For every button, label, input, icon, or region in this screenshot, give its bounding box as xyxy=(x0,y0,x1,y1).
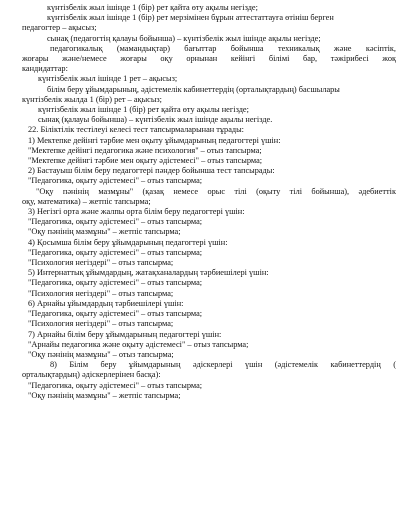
text-line: 8) Білім беру ұйымдарының әдіскерлері үшін (әдістемелік кабинеттердің ( xyxy=(50,360,396,370)
text-line: жоғары және/немесе жоғары оқу орнынан кейінгі білімі бар, тәжірибесі жоқ xyxy=(22,54,396,64)
text-line: "Психология негіздері" – отыз тапсырма; xyxy=(28,288,174,298)
text-line: сынақ (педагогтің қалауы бойынша) – күнтізбелік жыл ішінде ақылы негізде; xyxy=(47,33,321,43)
text-line: күнтізбелік жыл ішінде 1 (бір) рет қайта өту ақылы негізде; xyxy=(47,3,258,12)
text-line: 22. Біліктілік тестілеуі келесі тест тапсырмаларынан тұрады: xyxy=(28,125,244,135)
text-line: сынақ (қалауы бойынша) – күнтізбелік жыл ішінде ақылы негізде. xyxy=(38,115,273,125)
text-line: "Мектепке дейінгі педагогика және психология" – отыз тапсырма; xyxy=(28,145,262,155)
text-line: "Педагогика, оқыту әдістемесі" – отыз тапсырма; xyxy=(28,278,203,288)
text-line: "Психология негіздері" – отыз тапсырма; xyxy=(28,258,174,268)
text-line: күнтізбелік жыл ішінде 1 (бір) рет мерзімінен бұрын аттестаттауға өтініш берген xyxy=(47,13,334,23)
text-line: "Оқу пәнінің мазмұны" – жетпіс тапсырма; xyxy=(28,390,181,400)
text-line: 3) Негізгі орта және жалпы орта білім беру педагогтері үшін: xyxy=(28,207,245,217)
text-line: орталықтардың) әдіскерлерінен басқа): xyxy=(22,370,161,380)
text-line: педагогтер – ақысыз; xyxy=(22,23,97,33)
text-line: 6) Арнайы ұйымдардың тәрбиешілері үшін: xyxy=(28,298,184,308)
text-line: "Педагогика, оқыту әдістемесі" – отыз тапсырма; xyxy=(28,380,203,390)
text-line: күнтізбелік жыл ішінде 1 рет – ақысыз; xyxy=(38,74,178,84)
text-line: "Педагогика, оқыту әдістемесі" – отыз тапсырма; xyxy=(28,247,203,257)
text-line: "Психология негіздері" – отыз тапсырма; xyxy=(28,319,174,329)
text-line: 4) Қосымша білім беру ұйымдарының педагогтері үшін: xyxy=(28,237,228,247)
text-line: 7) Арнайы білім беру ұйымдарының педагогтері үшін: xyxy=(28,329,222,339)
text-line: "Педагогика, оқыту әдістемесі" – отыз тапсырма; xyxy=(28,176,203,186)
text-line: "Оқу пәнінің мазмұны" – жетпіс тапсырма; xyxy=(28,227,181,237)
text-line: педагогикалық (мамандықтар) бағыттар бойынша техникалық және кәсіптік, xyxy=(50,43,396,53)
text-line: "Педагогика, оқыту әдістемесі" – отыз тапсырма; xyxy=(28,309,203,319)
text-line: 2) Бастауыш білім беру педагогтері пәндер бойынша тест тапсырады: xyxy=(28,166,275,176)
text-line: күнтізбелік жыл ішінде 1 (бір) рет қайта өту ақылы негізде; xyxy=(38,105,249,115)
text-line: оқу, математика) – жетпіс тапсырма; xyxy=(22,196,151,206)
text-line: 5) Интернаттық ұйымдардың, жатақханалардың тәрбиешілері үшін: xyxy=(28,268,269,278)
text-line: "Оқу пәнінің мазмұны" (қазақ немесе орыс тілі (оқыту тілі бойынша), әдебиеттік xyxy=(36,186,396,196)
text-line: кандидаттар: xyxy=(22,64,68,74)
text-line: "Педагогика, оқыту әдістемесі" – отыз тапсырма; xyxy=(28,217,203,227)
text-line: "Оқу пәнінің мазмұны" – отыз тапсырма; xyxy=(28,349,174,359)
text-line: білім беру ұйымдарының, әдістемелік кабинеттердің (орталықтардың) басшылары xyxy=(47,84,340,94)
text-line: күнтізбелік жылда 1 (бір) рет – ақысыз; xyxy=(22,94,162,104)
text-line: "Арнайы педагогика және оқыту әдістемесі" – отыз тапсырма; xyxy=(28,339,249,349)
text-line: 1) Мектепке дейінгі тәрбие мен оқыту ұйымдарының педагогтері үшін: xyxy=(28,135,281,145)
text-line: "Мектепке дейінгі тәрбие мен оқыту әдістемесі" – отыз тапсырма; xyxy=(28,156,263,166)
